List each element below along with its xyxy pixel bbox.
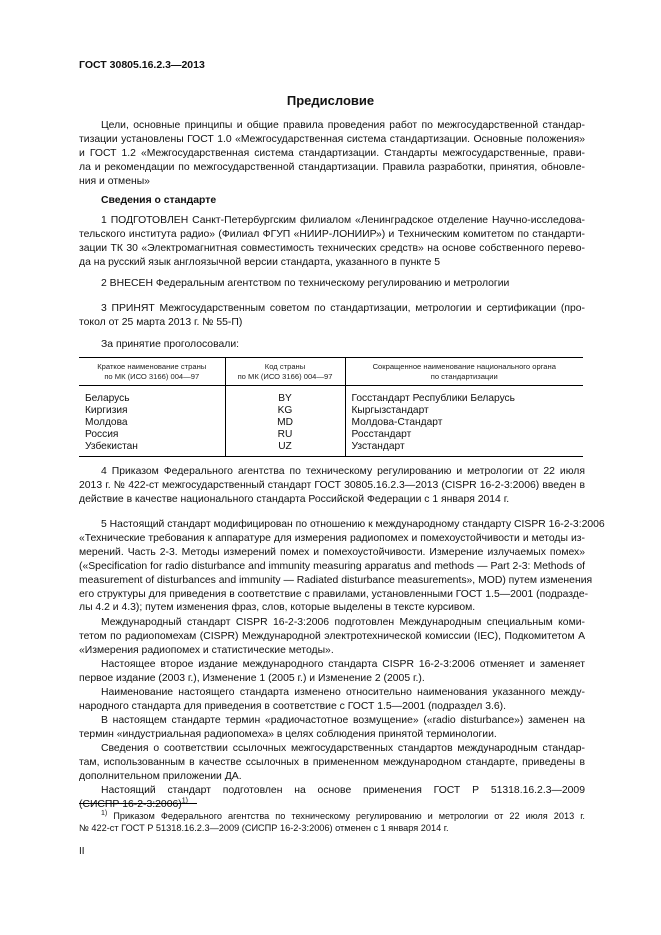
item-2-paragraph: 2 ВНЕСЕН Федеральным агентством по техническому регулированию и метрологии bbox=[101, 278, 510, 289]
text-line: Цели, основные принципы и общие правила проведения работ по межгосударственной стандар- bbox=[101, 120, 585, 131]
header-line: по МК (ИСО 3166) 004—97 bbox=[237, 371, 333, 381]
text-line: первое издание (2003 г.), Изменение 1 (2005 г.) и Изменение 2 (2005 г.). bbox=[79, 672, 425, 684]
basis-standard: (СИСПР 16-2-3:2006) bbox=[79, 798, 182, 810]
text-line: 1 ПОДГОТОВЛЕН Санкт-Петербургским филиалом «Ленинградское отделение Научно-исследова- bbox=[101, 215, 585, 226]
text-line: тетом по радиопомехам (CISPR) Международной электротехнической комиссии (IEC), Подкомитетом А bbox=[79, 630, 585, 642]
column-header-code bbox=[225, 358, 345, 386]
country-cell: Беларусь bbox=[85, 393, 130, 404]
body-cell: Узстандарт bbox=[345, 441, 583, 457]
text-line: Международный стандарт CISPR 16-2-3:2006 подготовлен Международным специальным коми- bbox=[101, 617, 585, 628]
text-line: 2013 г. № 422-ст межгосударственный стандарт ГОСТ 30805.16.2.3—2013 (CISPR 16-2-3:2006) введен в bbox=[79, 479, 585, 491]
country-cell: Киргизия bbox=[85, 405, 128, 416]
item-3-paragraph bbox=[79, 302, 585, 330]
column-header-body bbox=[345, 358, 583, 386]
country-cell: Россия bbox=[85, 429, 119, 440]
text-line: тельского института радио» (Филиал ФГУП «НИИР-ЛОНИИР») и Техническим комитетом по стандарти- bbox=[79, 228, 585, 240]
text-line: тизации установлены ГОСТ 1.0 «Межгосударственная система стандартизации. Основные положения» bbox=[79, 133, 585, 145]
text-line: № 422-ст ГОСТ Р 51318.16.2.3—2009 (СИСПР 16-2-3:2006) отменен с 1 января 2014 г. bbox=[79, 823, 449, 834]
body-cell: Молдова-Стандарт bbox=[345, 417, 583, 429]
text-line: да на русский язык англоязычной версии стандарта, указанного в пункте 5 bbox=[79, 256, 441, 268]
text-line: Настоящий стандарт подготовлен на основе применения ГОСТ Р 51318.16.2.3—2009 bbox=[101, 785, 585, 796]
table-header-row bbox=[79, 358, 583, 386]
cispr-paragraph bbox=[79, 616, 585, 658]
table-row bbox=[79, 386, 583, 406]
text-line: там, использованным в качестве ссылочных в примененном международном стандарте, приведены в bbox=[79, 756, 585, 768]
footnote-divider bbox=[79, 803, 197, 804]
item-4-paragraph bbox=[79, 465, 585, 507]
table-row bbox=[79, 441, 583, 457]
item-1-paragraph bbox=[79, 214, 585, 270]
text-line: лы 4.2 и 4.3); путем изменения фраз, слов, которые выделены в тексте курсивом. bbox=[79, 602, 476, 614]
text-line: В настоящем стандарте термин «радиочастотное возмущение» («radio disturbance») заменен на bbox=[101, 715, 585, 726]
code-cell: BY bbox=[225, 386, 345, 406]
text-line: «Технические требования к аппаратуре для измерения радиопомех и помехоустойчивости и методы из- bbox=[79, 532, 585, 544]
code-cell: MD bbox=[225, 417, 345, 429]
text-line: 3 ПРИНЯТ Межгосударственным советом по стандартизации, метрологии и сертификации (про- bbox=[101, 303, 585, 314]
voting-countries-table bbox=[79, 357, 583, 457]
item-5-paragraph bbox=[79, 518, 605, 615]
text-line: Наименование настоящего стандарта изменено относительно наименования указанного между- bbox=[101, 687, 585, 698]
text-line: («Specification for radio disturbance and immunity measuring apparatus and methods — Part 2-3: Methods of bbox=[79, 560, 585, 572]
text-line: measurement of disturbances and immunity — Radiated disturbance measurements», MOD) путем изменения bbox=[79, 574, 593, 586]
code-cell: UZ bbox=[225, 441, 345, 457]
table-row bbox=[79, 417, 583, 429]
text-line bbox=[79, 810, 585, 822]
country-cell: Узбекистан bbox=[79, 441, 225, 457]
text-line: народного стандарта для приведения в соответствие с ГОСТ 1.5—2001 (подраздел 3.6). bbox=[79, 700, 506, 712]
text-line: термин «индустриальная радиопомеха» в целях соблюдения принятой терминологии. bbox=[79, 728, 497, 740]
text-line: его структуры для приведения в соответствие с правилами, установленными ГОСТ 1.5—2001 (подразде- bbox=[79, 588, 589, 600]
footnote-text: Приказом Федерального агентства по техническому регулированию и метрологии от 22 июля 2013 г. bbox=[113, 811, 585, 821]
references-paragraph bbox=[79, 742, 585, 784]
header-line: по стандартизации bbox=[430, 371, 498, 381]
footnote bbox=[79, 810, 585, 835]
edition-paragraph bbox=[79, 658, 585, 686]
name-change-paragraph bbox=[79, 686, 585, 714]
text-line: 4 Приказом Федерального агентства по техническому регулированию и метрологии от 22 июля bbox=[101, 466, 585, 477]
body-cell: Кыргызстандарт bbox=[345, 405, 583, 417]
text-line: токол от 25 марта 2013 г. № 55-П) bbox=[79, 316, 243, 328]
header-line: Сокращенное наименование национального органа bbox=[372, 362, 556, 371]
text-line: 5 Настоящий стандарт модифицирован по отношению к международному стандарту CISPR 16-2-3:2006 bbox=[101, 519, 605, 530]
column-header-country bbox=[79, 358, 225, 386]
page-number: II bbox=[79, 846, 85, 857]
page-title: Предисловие bbox=[286, 93, 375, 108]
section-heading: Сведения о стандарте bbox=[101, 195, 217, 206]
code-cell: RU bbox=[225, 429, 345, 441]
footnote-marker: 1) bbox=[101, 809, 108, 817]
voted-label: За принятие проголосовали: bbox=[101, 339, 240, 350]
basis-paragraph bbox=[79, 784, 585, 812]
text-line: Сведения о соответствии ссылочных межгосударственных стандартов международным стандар- bbox=[101, 743, 585, 754]
text-line: «Измерения радиопомех и статистические методы». bbox=[79, 644, 334, 656]
table-row bbox=[79, 429, 583, 441]
body-cell: Росстандарт bbox=[345, 429, 583, 441]
term-paragraph bbox=[79, 714, 585, 742]
header-line: Краткое наименование страны bbox=[97, 362, 207, 371]
document-id-header: ГОСТ 30805.16.2.3—2013 bbox=[79, 59, 205, 71]
intro-paragraph bbox=[79, 119, 585, 189]
text-line: ла и рекомендации по межгосударственной стандартизации. Правила разработки, принятия, обновле- bbox=[79, 161, 585, 173]
body-cell: Госстандарт Республики Беларусь bbox=[345, 386, 583, 406]
header-line: Код страны bbox=[264, 362, 306, 371]
header-line: по МК (ИСО 3166) 004—97 bbox=[104, 371, 200, 381]
text-line: мерений. Часть 2-3. Методы измерений помех и помехоустойчивости. Измерение излучаемых помех» bbox=[79, 546, 585, 558]
footnote-reference[interactable]: 1) bbox=[181, 797, 188, 805]
text-line: зации ТК 30 «Электромагнитная совместимость технических средств» на основе собственного перево- bbox=[79, 242, 585, 254]
text-line: и ГОСТ 1.2 «Межгосударственная система стандартизации. Стандарты межгосударственные, прави- bbox=[79, 147, 585, 159]
table-row bbox=[79, 405, 583, 417]
text-line: действие в качестве национального стандарта Российской Федерации с 1 января 2014 г. bbox=[79, 493, 510, 505]
text-line: ния и отмены» bbox=[79, 175, 150, 187]
country-cell: Молдова bbox=[85, 417, 128, 428]
code-cell: KG bbox=[225, 405, 345, 417]
text-line: дополнительном приложении ДА. bbox=[79, 770, 242, 782]
text-line: Настоящее второе издание международного стандарта CISPR 16-2-3:2006 отменяет и заменяет bbox=[101, 659, 585, 670]
